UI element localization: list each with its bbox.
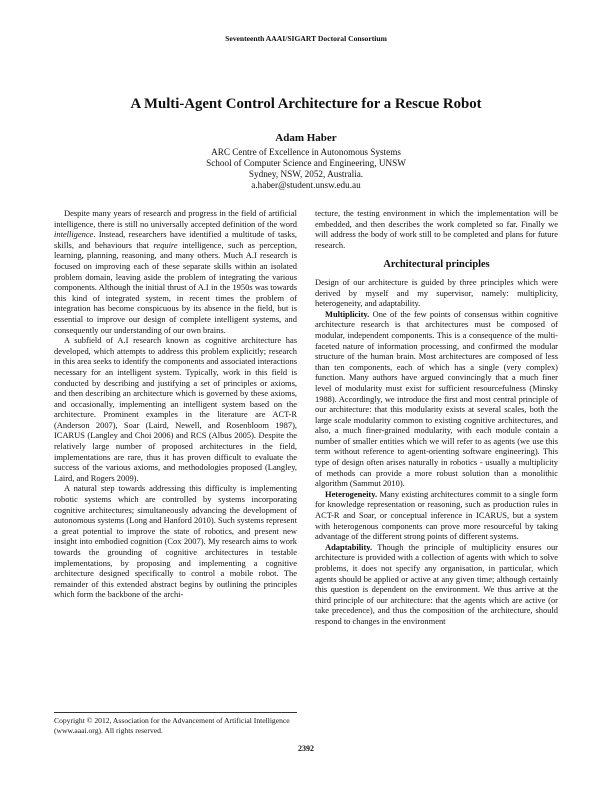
paragraph-heading: Heterogeneity. bbox=[325, 488, 378, 499]
title-block bbox=[60, 96, 552, 191]
left-column bbox=[54, 208, 297, 600]
section-heading: Architectural principles bbox=[383, 259, 490, 271]
author-name: Adam Haber bbox=[275, 132, 337, 144]
body-paragraph bbox=[315, 309, 558, 489]
text-run: One of the few points of consensus within cognitive architecture research is that architectures must be composed of modular, independent components. This is a consequence of the multi-faceted nature of information processing, and confirmed the modular structure of the human brain. Most architectures are composed of less than ten components, each of which has a single (very complex) function. Many authors have argued convincingly that a much finer level of modularity must exist for sufficient resourcefulness (Minsky 1988). Accordingly, we introduce the first and most central principle of our architecture: that this modularity exists at several scales, both the large scale modularity common to existing cognitive architectures, and also, a much finer-grained modularity, with each module contain a number of smaller entities which we will refer to as agents (we use this term without reference to agent-orienting software engineering). This type of design often arises naturally in robotics - usually a multiplicity of methods can provide a more robust solution than a monolithic algorithm (Sammut 2010). bbox=[315, 308, 558, 489]
text-run: intelligence, such as perception, learning, planning, reasoning, and many others. Much A.I research is focused on improving each of these separate skills within an isolated problem domain, leaving aside the problem of integrating the various components. Although the initial thrust of A.I in the 1950s was towards this kind of integrated system, in recent times the problem of integration has become conspicuous by its absence in the field, but is essential to improve our design of complete intelligent systems, and consequently our understanding of our own brains. bbox=[54, 239, 297, 335]
affiliation-line: ARC Centre of Excellence in Autonomous Systems bbox=[211, 147, 401, 157]
text-run: Though the principle of multiplicity ensures our architecture is provided with a collection of agents with which to solve problems, it does not specify any organisation, in particular, which agents should be applied or active at any given time; although certainly this question is dependent on the environment. We thus arrive at the third principle of our architecture: that the agents which are active (or take precedence), and thus the composition of the architecture, should respond to changes in the environment bbox=[315, 541, 558, 626]
text-run: Many existing architectures commit to a single form for knowledge representation or reasoning, such as production rules in ACT-R and Soar, or conceptual inference in ICARUS, but a system with heterogenous components can prove more resourceful by taking advantage of the different strong points of different systems. bbox=[315, 488, 558, 542]
running-header: Seventeenth AAAI/SIGART Doctoral Consortium bbox=[225, 34, 387, 43]
body-paragraph bbox=[54, 208, 297, 335]
text-run: . Instead, researchers have identified a multitude of tasks, skills, and behaviours that bbox=[54, 229, 297, 250]
author-email: a.haber@student.unsw.edu.au bbox=[251, 180, 361, 190]
affiliation-line: Sydney, NSW, 2052, Australia. bbox=[248, 169, 364, 179]
emphasis-text: require bbox=[153, 239, 178, 250]
body-paragraph: A natural step towards addressing this difficulty is implementing robotic systems which are controlled by systems incorporating cognitive architectures; simultaneously advancing the development of autonomous systems (Long and Hanford 2010). Such systems represent a great potential to improve the state of robotics, and present new insight into embodied cognition (Cox 2007). My research aims to work towards the grounding of cognitive architectures in testable implementations, by proposing and implementing a cognitive architecture designed specifically to control a mobile robot. The remainder of this extended abstract begins by outlining the principles which form the backbone of the archi- bbox=[54, 483, 297, 600]
paragraph-heading: Adaptability. bbox=[325, 541, 373, 552]
paragraph-heading: Multiplicity. bbox=[325, 308, 370, 319]
text-run: Despite many years of research and progress in the field of artificial intelligence, there is still no universally accepted definition of the word bbox=[54, 208, 297, 229]
page-number: 2392 bbox=[298, 744, 314, 753]
body-paragraph: tecture, the testing environment in which the implementation will be embedded, and then describes the work completed so far. Finally we will address the body of work still to be completed and plans for future research. bbox=[315, 208, 558, 250]
body-paragraph bbox=[315, 542, 558, 627]
body-paragraph bbox=[315, 489, 558, 542]
affiliation-line: School of Computer Science and Engineering, UNSW bbox=[206, 158, 406, 168]
author-affiliation bbox=[60, 147, 552, 191]
paper-title: A Multi-Agent Control Architecture for a Rescue Robot bbox=[130, 96, 482, 112]
emphasis-text: intelligence bbox=[54, 229, 94, 240]
body-paragraph: A subfield of A.I research known as cognitive architecture has developed, which attempts to address this problem explicitly; research in this area seeks to identify the components and associated interactions necessary for an intelligent system. Typically, work in this field is conducted by describing and justifying a set of principles or axioms, and then describing an architecture which is governed by these axioms, and occasionally, implementing an intelligent system based on the architecture. Prominent examples in the literature are ACT-R (Anderson 2007), Soar (Laird, Newell, and Rosenbloom 1987), ICARUS (Langley and Choi 2006) and RCS (Albus 2005). Despite the relatively large number of proposed architectures in the field, implementations are rare, thus it has proven difficult to evaluate the success of the various axioms, and methodologies proposed (Langley, Laird, and Rogers 2009). bbox=[54, 335, 297, 483]
body-paragraph: Design of our architecture is guided by three principles which were derived by myself and my supervisor, namely: multiplicity, heterogeneity, and adaptability. bbox=[315, 276, 558, 309]
right-column bbox=[315, 208, 558, 627]
copyright-footnote: Copyright © 2012, Association for the Advancement of Artificial Intelligence (www.aaai.org). All rights reserved. bbox=[54, 712, 297, 735]
